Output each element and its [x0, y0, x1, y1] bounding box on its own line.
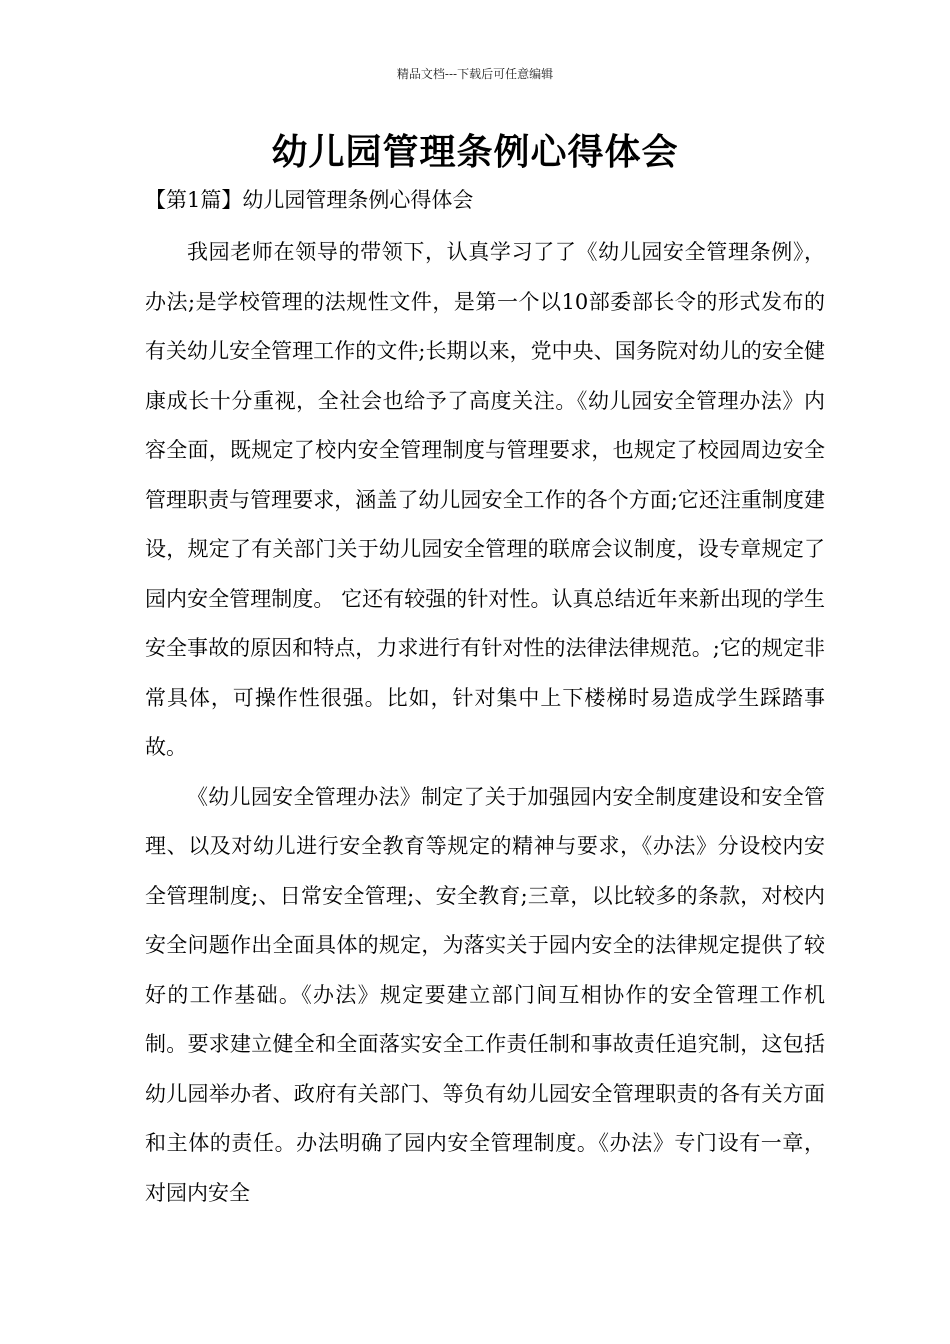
document-title: 幼儿园管理条例心得体会: [271, 131, 679, 173]
section-heading: 【第1篇】幼儿园管理条例心得体会: [145, 188, 474, 212]
document-body: [145, 228, 825, 1218]
body-paragraph-2: 《幼儿园安全管理办法》制定了关于加强园内安全制度建设和安全管理、以及对幼儿进行安全教育等规定的精神与要求，《办法》分设校内安全管理制度;、日常安全管理;、安全教育;三章，以比较多的条款，对校内安全问题作出全面具体的规定，为落实关于园内安全的法律规定提供了较好的工作基础。《办法》规定要建立部门间互相协作的安全管理工作机制。要求建立健全和全面落实安全工作责任制和事故责任追究制，这包括幼儿园举办者、政府有关部门、等负有幼儿园安全管理职责的各有关方面和主体的责任。办法明确了园内安全管理制度。《办法》专门设有一章，对园内安全: [145, 784, 825, 1205]
running-header: 精品文档---下载后可任意编辑: [396, 67, 554, 81]
body-paragraph-1: 我园老师在领导的带领下，认真学习了了《幼儿园安全管理条例》，办法;是学校管理的法规性文件，是第一个以10部委部长令的形式发布的有关幼儿安全管理工作的文件;长期以来，党中央、国务院对幼儿的安全健康成长十分重视，全社会也给予了高度关注。《幼儿园安全管理办法》内容全面，既规定了校内安全管理制度与管理要求，也规定了校园周边安全管理职责与管理要求，涵盖了幼儿园安全工作的各个方面;它还注重制度建设，规定了有关部门关于幼儿园安全管理的联席会议制度，设专章规定了园内安全管理制度。 它还有较强的针对性。认真总结近年来新出现的学生安全事故的原因和特点，力求进行有针对性的法律法律规范。;它的规定非常具体，可操作性很强。比如，针对集中上下楼梯时易造成学生踩踏事故。: [145, 240, 825, 759]
